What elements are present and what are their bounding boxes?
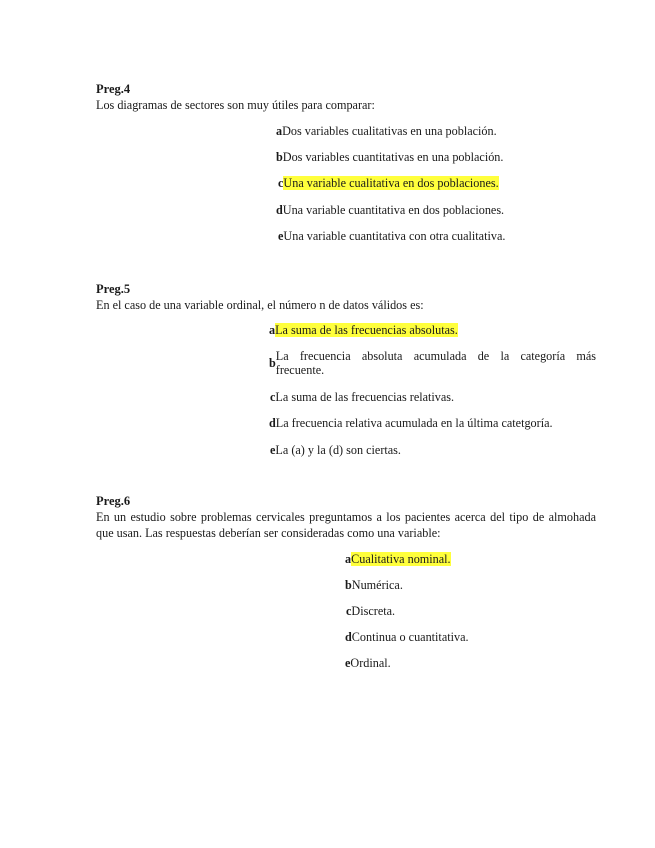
- option-5d[interactable]: [269, 416, 553, 430]
- option-4c[interactable]: [278, 176, 499, 190]
- option-4a[interactable]: [276, 124, 497, 138]
- option-letter: e: [270, 443, 276, 457]
- option-6a[interactable]: [345, 552, 451, 566]
- option-letter: c: [270, 390, 276, 404]
- option-text: La frecuencia absoluta acumulada de la categoría más frecuente.: [275, 349, 596, 377]
- option-4b[interactable]: [276, 150, 503, 164]
- option-text-highlighted: Una variable cualitativa en dos poblaciones.: [283, 176, 499, 190]
- option-text-highlighted: La suma de las frecuencias absolutas.: [275, 323, 458, 337]
- option-6b[interactable]: [345, 578, 403, 592]
- option-6d[interactable]: [345, 630, 469, 644]
- question-6: [96, 494, 596, 541]
- option-letter: b: [269, 356, 276, 370]
- question-title: Preg.5: [96, 282, 131, 296]
- option-text: Numérica.: [351, 578, 403, 592]
- option-text: Dos variables cualitativas en una población.: [282, 124, 497, 138]
- question-text: En un estudio sobre problemas cervicales preguntamos a los pacientes acerca del tipo de almohada que usan. Las respuestas deberían ser consideradas como una variable:: [96, 510, 596, 540]
- question-title: Preg.6: [96, 494, 131, 508]
- option-text: Una variable cuantitativa con otra cualitativa.: [283, 229, 506, 243]
- question-text: En el caso de una variable ordinal, el número n de datos válidos es:: [96, 298, 424, 312]
- option-5e[interactable]: [270, 443, 401, 457]
- option-letter: e: [278, 229, 284, 243]
- option-text: La frecuencia relativa acumulada en la última catetgoría.: [275, 416, 553, 430]
- option-letter: b: [345, 578, 352, 592]
- option-text: Dos variables cuantitativas en una población.: [282, 150, 504, 164]
- option-letter: b: [276, 150, 283, 164]
- question-5: [96, 282, 596, 313]
- option-text: Ordinal.: [350, 656, 391, 670]
- option-4e[interactable]: [278, 229, 505, 243]
- option-6e[interactable]: [345, 656, 391, 670]
- option-letter: c: [278, 176, 284, 190]
- option-text: Una variable cuantitativa en dos poblaciones.: [282, 203, 505, 217]
- option-letter: d: [269, 416, 276, 430]
- option-letter: a: [276, 124, 283, 138]
- option-4d[interactable]: [276, 203, 504, 217]
- option-letter: a: [345, 552, 352, 566]
- option-5b[interactable]: [269, 349, 596, 377]
- option-letter: a: [269, 323, 276, 337]
- option-text: Continua o cuantitativa.: [351, 630, 469, 644]
- question-4: [96, 82, 596, 113]
- question-text: Los diagramas de sectores son muy útiles para comparar:: [96, 98, 375, 112]
- option-text: Discreta.: [351, 604, 396, 618]
- option-5a[interactable]: [269, 323, 458, 337]
- option-letter: c: [346, 604, 352, 618]
- option-letter: d: [345, 630, 352, 644]
- option-5c[interactable]: [270, 390, 454, 404]
- option-6c[interactable]: [346, 604, 395, 618]
- question-title: Preg.4: [96, 82, 131, 96]
- option-text-highlighted: Cualitativa nominal.: [351, 552, 451, 566]
- option-text: La suma de las frecuencias relativas.: [275, 390, 455, 404]
- option-text: La (a) y la (d) son ciertas.: [275, 443, 401, 457]
- option-letter: e: [345, 656, 351, 670]
- option-letter: d: [276, 203, 283, 217]
